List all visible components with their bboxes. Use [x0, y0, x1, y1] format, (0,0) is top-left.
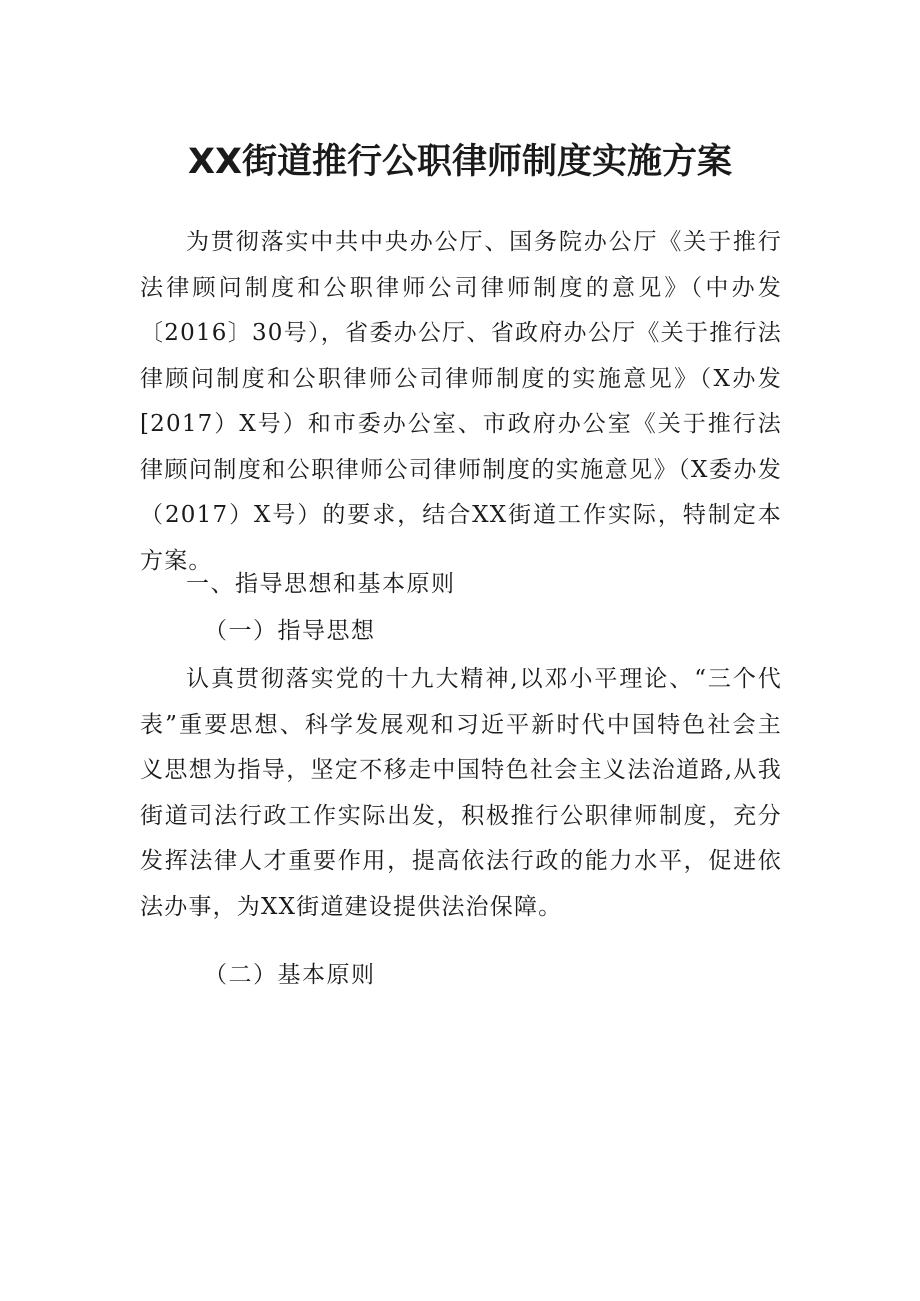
guiding-thought-paragraph: 认真贯彻落实党的十九大精神,以邓小平理论、“三个代表”重要思想、科学发展观和习近平新时代中国特色社会主义思想为指导，坚定不移走中国特色社会主义法治道路,从我街道司法行政工作实际出发，积极推行公职律师制度，充分发挥法律人才重要作用，提高依法行政的能力水平，促进依法办事，为XX街道建设提供法治保障。: [140, 666, 782, 920]
subsection-heading-guiding-thought: （一）指导思想: [204, 618, 376, 644]
subsection-heading-basic-principles: （二）基本原则: [204, 962, 376, 988]
section-heading-guiding-thought-and-principles: 一、指导思想和基本原则: [186, 571, 456, 597]
document-title: XX街道推行公职律师制度实施方案: [188, 142, 732, 182]
intro-paragraph: 为贯彻落实中共中央办公厅、国务院办公厅《关于推行法律顾问制度和公职律师公司律师制度的意见》（中办发〔2016〕30号），省委办公厅、省政府办公厅《关于推行法律顾问制度和公职律师公司律师制度的实施意见》（X办发[2017）X号）和市委办公室、市政府办公室《关于推行法律顾问制度和公职律师公司律师制度的实施意见》（X委办发（2017）X号）的要求，结合XX街道工作实际，特制定本方案。: [140, 229, 782, 574]
